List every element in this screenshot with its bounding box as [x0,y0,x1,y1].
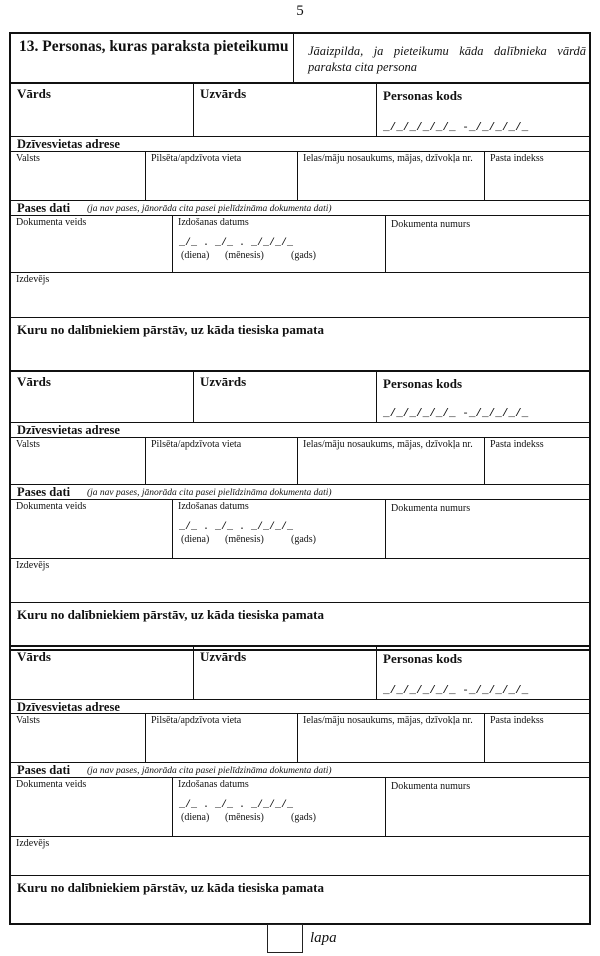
representation-field[interactable] [11,876,589,923]
personal-code-label: Personas kods [383,88,463,103]
document-number-label: Dokumenta numurs [391,503,471,514]
street-label: Ielas/māju nosaukums, mājas, dzīvokļa nr. [303,153,473,164]
issue-date-blank: _/_ . _/_ . _/_/_/_ [179,522,294,533]
personal-code-field[interactable] [376,372,589,422]
postal-code-field[interactable] [484,714,589,762]
issuer-label: Izdevējs [16,560,50,571]
passport-heading: Pases dati [17,201,71,215]
last-name-field[interactable] [193,84,376,136]
residence-heading: Dzīvesvietas adrese [17,423,120,437]
divider [293,34,294,82]
postal-code-field[interactable] [484,152,589,200]
month-label: (mēnesis) [225,812,264,823]
street-field[interactable] [297,714,484,762]
last-name-label: Uzvārds [200,86,247,101]
representation-field[interactable] [11,318,589,370]
last-name-label: Uzvārds [200,374,247,389]
personal-code-blank: _/_/_/_/_/_ -_/_/_/_/_ [383,685,529,697]
first-name-label: Vārds [17,649,51,664]
personal-code-field[interactable] [376,647,589,699]
city-field[interactable] [145,714,297,762]
issue-date-blank: _/_ . _/_ . _/_/_/_ [179,800,294,811]
country-field[interactable] [11,438,145,484]
first-name-label: Vārds [17,374,51,389]
day-label: (diena) [181,534,210,545]
day-label: (diena) [181,250,210,261]
year-label: (gads) [291,534,316,545]
passport-note: (ja nav pases, jānorāda cita pasei pielīdzināma dokumenta dati) [87,488,332,498]
document-number-field[interactable] [385,216,589,272]
section-header [9,32,591,82]
issue-date-field[interactable] [172,778,385,836]
document-number-field[interactable] [385,500,589,558]
city-label: Pilsēta/apdzīvota vieta [151,439,242,450]
street-field[interactable] [297,438,484,484]
issue-date-field[interactable] [172,216,385,272]
day-label: (diena) [181,812,210,823]
country-label: Valsts [16,715,40,726]
document-type-label: Dokumenta veids [16,779,87,790]
first-name-field[interactable] [11,647,193,699]
issue-date-field[interactable] [172,500,385,558]
last-name-label: Uzvārds [200,649,247,664]
sheet-count-field[interactable] [267,924,303,953]
personal-code-field[interactable] [376,84,589,136]
issue-date-blank: _/_ . _/_ . _/_/_/_ [179,238,294,249]
city-field[interactable] [145,438,297,484]
document-number-label: Dokumenta numurs [391,219,471,230]
document-type-field[interactable] [11,778,172,836]
city-field[interactable] [145,152,297,200]
person-block-2 [9,370,591,651]
city-label: Pilsēta/apdzīvota vieta [151,153,242,164]
representation-label: Kuru no dalībniekiem pārstāv, uz kāda tiesiska pamata [17,607,324,622]
issuer-label: Izdevējs [16,274,50,285]
year-label: (gads) [291,250,316,261]
document-type-field[interactable] [11,500,172,558]
passport-heading: Pases dati [17,763,71,777]
passport-note: (ja nav pases, jānorāda cita pasei pielīdzināma dokumenta dati) [87,766,332,776]
last-name-field[interactable] [193,372,376,422]
document-type-label: Dokumenta veids [16,501,87,512]
page-number: 5 [296,3,304,19]
residence-heading: Dzīvesvietas adrese [17,700,120,714]
passport-heading: Pases dati [17,485,71,499]
last-name-field[interactable] [193,647,376,699]
country-field[interactable] [11,714,145,762]
section-note: Jāaizpilda, ja pieteikumu kāda dalībnieka vārdā paraksta cita persona [308,44,586,74]
postal-code-field[interactable] [484,438,589,484]
country-label: Valsts [16,153,40,164]
document-number-label: Dokumenta numurs [391,781,471,792]
person-block-1 [9,82,591,372]
document-type-label: Dokumenta veids [16,217,87,228]
street-field[interactable] [297,152,484,200]
country-field[interactable] [11,152,145,200]
issuer-label: Izdevējs [16,838,50,849]
postal-code-label: Pasta indekss [490,715,544,726]
month-label: (mēnesis) [225,250,264,261]
issue-date-label: Izdošanas datums [178,501,249,512]
issue-date-label: Izdošanas datums [178,217,249,228]
personal-code-blank: _/_/_/_/_/_ -_/_/_/_/_ [383,122,529,134]
issuer-field[interactable] [11,559,589,602]
issue-date-label: Izdošanas datums [178,779,249,790]
section-title: 13. Personas, kuras paraksta pieteikumu [19,38,289,55]
year-label: (gads) [291,812,316,823]
first-name-label: Vārds [17,86,51,101]
postal-code-label: Pasta indekss [490,439,544,450]
month-label: (mēnesis) [225,534,264,545]
representation-field[interactable] [11,603,589,649]
first-name-field[interactable] [11,372,193,422]
city-label: Pilsēta/apdzīvota vieta [151,715,242,726]
postal-code-label: Pasta indekss [490,153,544,164]
personal-code-blank: _/_/_/_/_/_ -_/_/_/_/_ [383,408,529,420]
representation-label: Kuru no dalībniekiem pārstāv, uz kāda tiesiska pamata [17,880,324,895]
representation-label: Kuru no dalībniekiem pārstāv, uz kāda tiesiska pamata [17,322,324,337]
personal-code-label: Personas kods [383,376,463,391]
street-label: Ielas/māju nosaukums, mājas, dzīvokļa nr. [303,439,473,450]
document-number-field[interactable] [385,778,589,836]
sheet-label: lapa [310,930,337,946]
first-name-field[interactable] [11,84,193,136]
street-label: Ielas/māju nosaukums, mājas, dzīvokļa nr. [303,715,473,726]
passport-note: (ja nav pases, jānorāda cita pasei pielīdzināma dokumenta dati) [87,204,332,214]
personal-code-label: Personas kods [383,651,463,666]
issuer-field[interactable] [11,837,589,875]
country-label: Valsts [16,439,40,450]
person-block-3 [9,645,591,925]
residence-heading: Dzīvesvietas adrese [17,137,120,151]
document-type-field[interactable] [11,216,172,272]
issuer-field[interactable] [11,273,589,317]
